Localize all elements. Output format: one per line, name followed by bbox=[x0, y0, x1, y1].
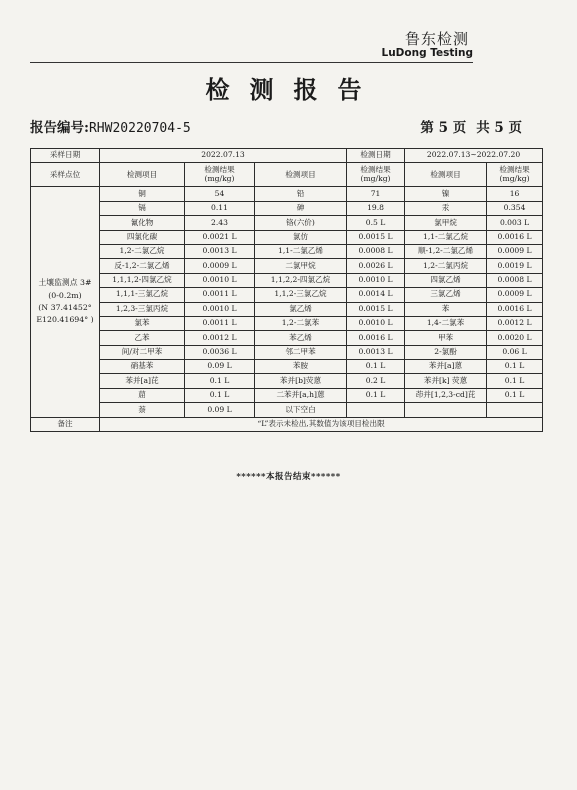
sampling-site-line4: E120.41694° ) bbox=[36, 315, 94, 325]
test-item-cell: 1,4-二氯苯 bbox=[405, 316, 487, 330]
test-item-cell: 苯并[a]芘 bbox=[100, 374, 185, 388]
test-result-cell: 0.0016 L bbox=[487, 302, 543, 316]
test-item-cell: 甲苯 bbox=[405, 331, 487, 345]
test-result-cell: 0.0012 L bbox=[487, 316, 543, 330]
remark-value: “L”表示未检出,其数值为该项目检出限 bbox=[100, 417, 543, 431]
sampling-date-label: 采样日期 bbox=[31, 149, 100, 163]
test-result-cell: 0.0016 L bbox=[487, 230, 543, 244]
sampling-site-line1: 土壤监测点 3# bbox=[38, 278, 92, 288]
test-item-cell: 铬(六价) bbox=[255, 216, 347, 230]
result-header-3: 检测结果 (mg/kg) bbox=[487, 163, 543, 187]
test-result-cell: 0.0014 L bbox=[347, 288, 405, 302]
test-result-cell: 0.0010 L bbox=[347, 273, 405, 287]
table-row bbox=[31, 187, 543, 201]
test-item-cell: 乙苯 bbox=[100, 331, 185, 345]
test-result-cell: 2.43 bbox=[185, 216, 255, 230]
test-result-cell: 0.11 bbox=[185, 201, 255, 215]
test-item-cell: 1,2-二氯丙烷 bbox=[405, 259, 487, 273]
test-item-cell: 氯仿 bbox=[255, 230, 347, 244]
test-item-cell: 四氯乙烯 bbox=[405, 273, 487, 287]
test-item-cell: 苯并[k] 荧蒽 bbox=[405, 374, 487, 388]
test-result-cell: 0.0011 L bbox=[185, 316, 255, 330]
test-result-cell: 0.1 L bbox=[185, 388, 255, 402]
sampling-site-line3: (N 37.41452° bbox=[38, 303, 92, 313]
results-table bbox=[30, 148, 543, 432]
test-item-cell: 间/对二甲苯 bbox=[100, 345, 185, 359]
test-result-cell: 0.0020 L bbox=[487, 331, 543, 345]
test-item-cell: 1,1,1,2-四氯乙烷 bbox=[100, 273, 185, 287]
test-item-cell: 1,1-二氯乙烯 bbox=[255, 244, 347, 258]
test-item-cell: 四氯化碳 bbox=[100, 230, 185, 244]
test-item-cell: 2-氯酚 bbox=[405, 345, 487, 359]
table-row bbox=[31, 288, 543, 302]
table-row bbox=[31, 403, 543, 417]
report-number-value: RHW20220704-5 bbox=[88, 121, 191, 136]
test-item-cell: 1,1-二氯乙烷 bbox=[405, 230, 487, 244]
test-result-cell: 0.1 L bbox=[487, 388, 543, 402]
test-result-cell: 0.5 L bbox=[347, 216, 405, 230]
test-result-cell: 0.0011 L bbox=[185, 288, 255, 302]
table-row bbox=[31, 244, 543, 258]
test-result-cell: 0.0021 L bbox=[185, 230, 255, 244]
test-result-cell: 19.8 bbox=[347, 201, 405, 215]
test-item-cell: 苯并[b]荧蒽 bbox=[255, 374, 347, 388]
test-result-cell: 0.2 L bbox=[347, 374, 405, 388]
test-item-cell: 二氯甲烷 bbox=[255, 259, 347, 273]
test-item-cell: 二苯并[a,h]蒽 bbox=[255, 388, 347, 402]
table-row bbox=[31, 388, 543, 402]
column-header-row bbox=[31, 163, 543, 187]
blank-marker-cell: 以下空白 bbox=[255, 403, 347, 417]
sampling-site-line2: (0-0.2m) bbox=[48, 290, 82, 300]
test-item-cell: 硝基苯 bbox=[100, 360, 185, 374]
test-result-cell: 0.0015 L bbox=[347, 230, 405, 244]
empty-cell bbox=[347, 403, 405, 417]
test-result-cell: 0.0019 L bbox=[487, 259, 543, 273]
test-result-cell: 0.0009 L bbox=[487, 288, 543, 302]
table-row bbox=[31, 360, 543, 374]
item-header-2: 检测项目 bbox=[255, 163, 347, 187]
test-result-cell: 0.0013 L bbox=[347, 345, 405, 359]
test-result-cell: 0.0013 L bbox=[185, 244, 255, 258]
test-result-cell: 0.0036 L bbox=[185, 345, 255, 359]
table-row bbox=[31, 216, 543, 230]
test-result-cell: 0.1 L bbox=[347, 388, 405, 402]
test-item-cell: 氯甲烷 bbox=[405, 216, 487, 230]
test-result-cell: 0.06 L bbox=[487, 345, 543, 359]
test-item-cell: 氰化物 bbox=[100, 216, 185, 230]
test-result-cell: 0.09 L bbox=[185, 360, 255, 374]
page-title: 检测报告 bbox=[205, 75, 382, 104]
table-row bbox=[31, 230, 543, 244]
empty-cell bbox=[487, 403, 543, 417]
test-item-cell: 镍 bbox=[405, 187, 487, 201]
test-result-cell: 0.0026 L bbox=[347, 259, 405, 273]
test-result-cell: 54 bbox=[185, 187, 255, 201]
test-item-cell: 三氯乙烯 bbox=[405, 288, 487, 302]
table-row bbox=[31, 302, 543, 316]
test-result-cell: 0.1 L bbox=[487, 360, 543, 374]
item-header-3: 检测项目 bbox=[405, 163, 487, 187]
test-item-cell: 砷 bbox=[255, 201, 347, 215]
test-result-cell: 0.003 L bbox=[487, 216, 543, 230]
result-header-2: 检测结果 (mg/kg) bbox=[347, 163, 405, 187]
test-item-cell: 反-1,2-二氯乙烯 bbox=[100, 259, 185, 273]
report-number-label: 报告编号: bbox=[30, 120, 89, 136]
test-item-cell: 汞 bbox=[405, 201, 487, 215]
test-item-cell: 苯乙烯 bbox=[255, 331, 347, 345]
test-item-cell: 苯胺 bbox=[255, 360, 347, 374]
test-item-cell: 1,1,1-三氯乙烷 bbox=[100, 288, 185, 302]
test-date-label: 检测日期 bbox=[347, 149, 405, 163]
test-result-cell: 0.0015 L bbox=[347, 302, 405, 316]
test-item-cell: 邻二甲苯 bbox=[255, 345, 347, 359]
test-result-cell: 0.0010 L bbox=[185, 273, 255, 287]
test-result-cell: 0.0010 L bbox=[185, 302, 255, 316]
brand-name-en: LuDong Testing bbox=[381, 47, 473, 59]
test-item-cell: 䓛 bbox=[100, 388, 185, 402]
test-result-cell: 0.0009 L bbox=[185, 259, 255, 273]
test-item-cell: 茚并[1,2,3-cd]芘 bbox=[405, 388, 487, 402]
table-row bbox=[31, 374, 543, 388]
table-row bbox=[31, 201, 543, 215]
test-item-cell: 1,2-二氯苯 bbox=[255, 316, 347, 330]
remark-label: 备注 bbox=[31, 417, 100, 431]
test-item-cell: 苯并[a]蒽 bbox=[405, 360, 487, 374]
test-result-cell: 16 bbox=[487, 187, 543, 201]
test-result-cell: 0.354 bbox=[487, 201, 543, 215]
test-item-cell: 铅 bbox=[255, 187, 347, 201]
test-item-cell: 氯乙烯 bbox=[255, 302, 347, 316]
page-total: 共 5 页 bbox=[476, 120, 522, 136]
sampling-date-row bbox=[31, 149, 543, 163]
test-item-cell: 镉 bbox=[100, 201, 185, 215]
table-row bbox=[31, 259, 543, 273]
table-row bbox=[31, 345, 543, 359]
test-result-cell: 0.0012 L bbox=[185, 331, 255, 345]
header-divider bbox=[30, 62, 473, 63]
empty-cell bbox=[405, 403, 487, 417]
remark-row bbox=[31, 417, 543, 431]
test-result-cell: 0.0008 L bbox=[487, 273, 543, 287]
test-result-cell: 0.0016 L bbox=[347, 331, 405, 345]
test-item-cell: 铜 bbox=[100, 187, 185, 201]
test-item-cell: 苯 bbox=[405, 302, 487, 316]
report-end-marker: ******本报告结束****** bbox=[236, 472, 341, 482]
item-header-1: 检测项目 bbox=[100, 163, 185, 187]
table-row bbox=[31, 331, 543, 345]
test-item-cell: 萘 bbox=[100, 403, 185, 417]
site-header: 采样点位 bbox=[31, 163, 100, 187]
test-date-value: 2022.07.13~2022.07.20 bbox=[405, 149, 543, 163]
test-result-cell: 0.09 L bbox=[185, 403, 255, 417]
sampling-site-cell bbox=[31, 187, 100, 417]
test-item-cell: 1,2,3-三氯丙烷 bbox=[100, 302, 185, 316]
test-result-cell: 0.0008 L bbox=[347, 244, 405, 258]
test-item-cell: 顺-1,2-二氯乙烯 bbox=[405, 244, 487, 258]
test-item-cell: 1,1,2,2-四氯乙烷 bbox=[255, 273, 347, 287]
brand-name-cn: 鲁东检测 bbox=[404, 30, 469, 48]
test-result-cell: 0.1 L bbox=[185, 374, 255, 388]
test-result-cell: 0.0010 L bbox=[347, 316, 405, 330]
report-number bbox=[30, 116, 191, 136]
test-result-cell: 0.1 L bbox=[487, 374, 543, 388]
result-header-1: 检测结果 (mg/kg) bbox=[185, 163, 255, 187]
table-row bbox=[31, 273, 543, 287]
test-result-cell: 71 bbox=[347, 187, 405, 201]
test-item-cell: 氯苯 bbox=[100, 316, 185, 330]
test-item-cell: 1,1,2-三氯乙烷 bbox=[255, 288, 347, 302]
sampling-date-value: 2022.07.13 bbox=[100, 149, 347, 163]
test-result-cell: 0.0009 L bbox=[487, 244, 543, 258]
page-indicator bbox=[410, 116, 522, 136]
table-row bbox=[31, 316, 543, 330]
test-item-cell: 1,2-二氯乙烷 bbox=[100, 244, 185, 258]
page-current: 第 5 页 bbox=[420, 120, 467, 136]
test-result-cell: 0.1 L bbox=[347, 360, 405, 374]
